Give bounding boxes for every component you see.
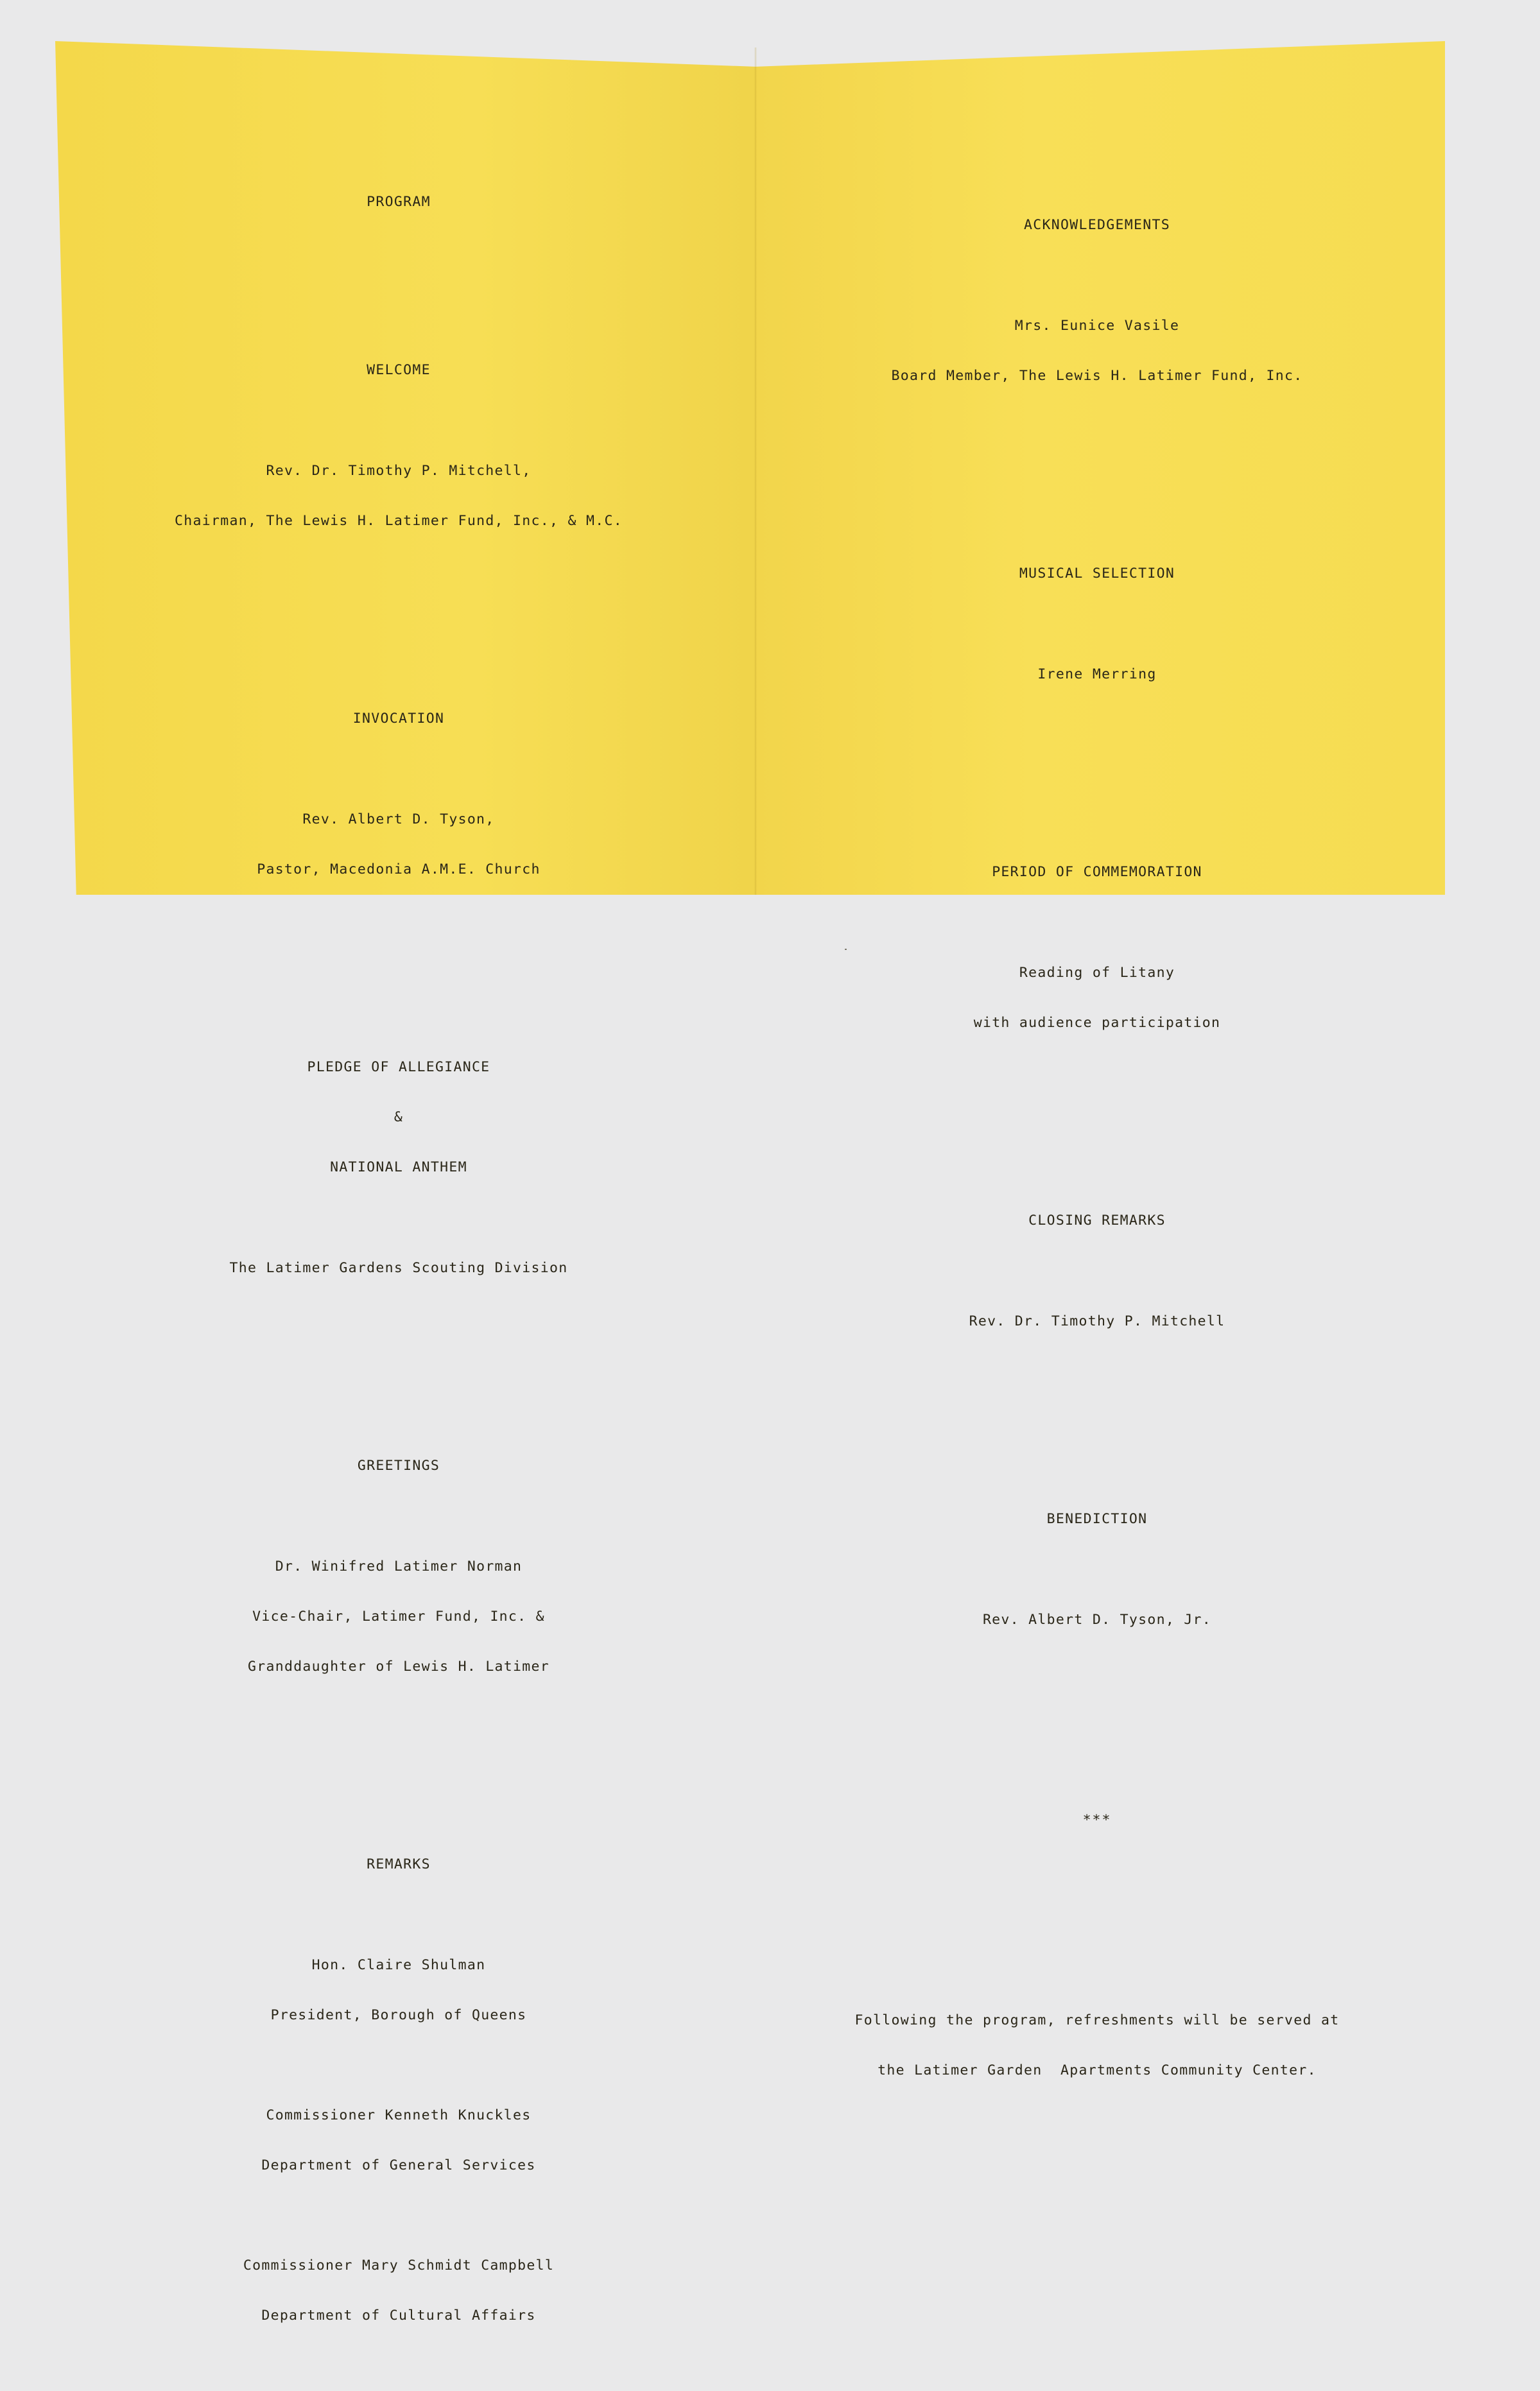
closing-speaker: Rev. Dr. Timothy P. Mitchell bbox=[969, 1313, 1225, 1329]
remarks-speaker-3-title: Department of Cultural Affairs bbox=[261, 2308, 536, 2324]
pledge-ampersand: & bbox=[394, 1109, 404, 1125]
remarks-section bbox=[55, 1823, 742, 2358]
remarks-speaker-2-name: Commissioner Kenneth Knuckles bbox=[266, 2107, 532, 2123]
left-page-content bbox=[55, 160, 742, 2391]
commemoration-line-2: with audience participation bbox=[973, 1015, 1221, 1031]
benediction-speaker: Rev. Albert D. Tyson, Jr. bbox=[982, 1612, 1212, 1628]
commemoration-section bbox=[756, 831, 1438, 1065]
greetings-speaker-title: Vice-Chair, Latimer Fund, Inc. & bbox=[252, 1609, 545, 1625]
pledge-performer: The Latimer Gardens Scouting Division bbox=[229, 1260, 568, 1276]
greetings-heading: GREETINGS bbox=[357, 1458, 440, 1474]
musical-heading: MUSICAL SELECTION bbox=[1019, 565, 1175, 582]
welcome-heading: WELCOME bbox=[367, 362, 431, 378]
invocation-speaker-title: Pastor, Macedonia A.M.E. Church bbox=[257, 861, 541, 877]
anthem-heading: NATIONAL ANTHEM bbox=[330, 1159, 467, 1175]
acknowledgements-name: Mrs. Eunice Vasile bbox=[1014, 318, 1180, 334]
welcome-section bbox=[55, 329, 742, 563]
invocation-heading: INVOCATION bbox=[352, 711, 445, 727]
remarks-speaker-2-title: Department of General Services bbox=[261, 2157, 536, 2173]
pledge-section bbox=[55, 1026, 742, 1310]
musical-performer: Irene Merring bbox=[1037, 666, 1157, 682]
right-page-content bbox=[756, 150, 1438, 2146]
welcome-speaker-name: Rev. Dr. Timothy P. Mitchell, bbox=[266, 463, 532, 479]
remarks-heading: REMARKS bbox=[367, 1856, 431, 1872]
remarks-speaker-1-title: President, Borough of Queens bbox=[270, 2007, 527, 2023]
greetings-speaker-name: Dr. Winifred Latimer Norman bbox=[275, 1558, 523, 1575]
closing-section bbox=[756, 1179, 1438, 1363]
remarks-speaker-1-name: Hon. Claire Shulman bbox=[311, 1957, 486, 1973]
acknowledgements-title: Board Member, The Lewis H. Latimer Fund, Inc. bbox=[891, 368, 1303, 384]
musical-section bbox=[756, 532, 1438, 716]
commemoration-line-1: Reading of Litany bbox=[1019, 965, 1175, 981]
invocation-speaker-name: Rev. Albert D. Tyson, bbox=[302, 811, 495, 827]
invocation-section bbox=[55, 677, 742, 911]
pledge-heading: PLEDGE OF ALLEGIANCE bbox=[307, 1059, 490, 1075]
program-booklet bbox=[55, 41, 1445, 2324]
footer-line-2: the Latimer Garden Apartments Community Center. bbox=[878, 2062, 1317, 2078]
welcome-speaker-title: Chairman, The Lewis H. Latimer Fund, Inc., & M.C. bbox=[175, 513, 623, 529]
benediction-section bbox=[756, 1478, 1438, 1662]
footer-note bbox=[756, 1979, 1438, 2112]
section-divider: *** bbox=[1082, 1812, 1112, 1828]
dust-speck bbox=[845, 949, 847, 950]
acknowledgements-section bbox=[756, 184, 1438, 418]
commemoration-heading: PERIOD OF COMMEMORATION bbox=[992, 864, 1202, 880]
benediction-heading: BENEDICTION bbox=[1046, 1511, 1148, 1527]
program-title: PROGRAM bbox=[367, 194, 431, 210]
acknowledgements-heading: ACKNOWLEDGEMENTS bbox=[1024, 217, 1170, 233]
greetings-speaker-relation: Granddaughter of Lewis H. Latimer bbox=[247, 1659, 550, 1675]
remarks-speaker-3-name: Commissioner Mary Schmidt Campbell bbox=[243, 2257, 555, 2274]
greetings-section bbox=[55, 1424, 742, 1709]
footer-line-1: Following the program, refreshments will be served at bbox=[854, 2012, 1340, 2028]
closing-heading: CLOSING REMARKS bbox=[1028, 1213, 1166, 1229]
